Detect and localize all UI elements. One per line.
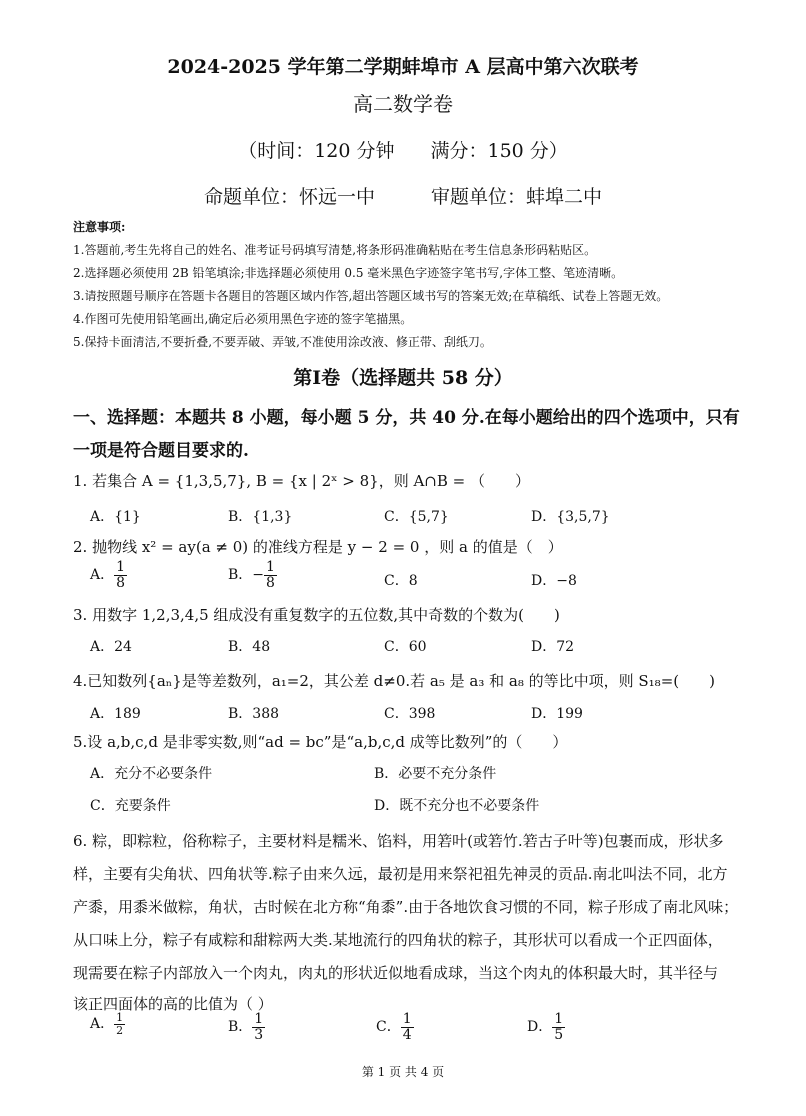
page-footer: 第 1 页 共 4 页 xyxy=(361,1065,445,1079)
question-5-stem: 5.设 a,b,c,d 是非零实数,则“ad = bc”是“a,b,c,d 成等比数列”的（ ） xyxy=(73,733,568,751)
score-info: 满分：150 分） xyxy=(430,140,568,162)
fraction: $\frac{1}{4}$ xyxy=(402,1011,412,1043)
time-info: （时间：120 分钟 xyxy=(238,140,395,162)
q2-option-d: D．−8 xyxy=(531,573,577,589)
part-instruction-line1: 一、选择题：本题共 8 小题，每小题 5 分，共 40 分.在每小题给出的四个选项中，只有 xyxy=(73,408,740,428)
notice-item: 3.请按照题号顺序在答题卡各题目的答题区域内作答,超出答题区域书写的答案无效;在草稿纸、试卷上答题无效。 xyxy=(73,289,669,303)
q1-option-a: A．{1} xyxy=(90,509,141,525)
fraction: $\frac{1}{8}$ xyxy=(266,559,275,591)
q6-option-b: B． $\frac{1}{3}$ xyxy=(228,1011,264,1043)
question-3-stem: 3. 用数字 1,2,3,4,5 组成没有重复数字的五位数,其中奇数的个数为( ) xyxy=(73,606,560,624)
exam-units xyxy=(0,182,806,209)
part-instruction-line2: 一项是符合题目要求的. xyxy=(73,441,249,461)
notice-heading: 注意事项: xyxy=(73,220,126,234)
q1-option-c: C．{5,7} xyxy=(384,509,449,525)
q1-option-d: D．{3,5,7} xyxy=(531,509,610,525)
q3-option-b: B．48 xyxy=(228,639,271,655)
question-6-line: 从口味上分，粽子有咸粽和甜粽两大类.某地流行的四角状的粽子，其形状可以看成一个正四面体， xyxy=(73,931,723,949)
notice-item: 1.答题前,考生先将自己的姓名、准考证号码填写清楚,将条形码准确粘贴在考生信息条形码粘贴区。 xyxy=(73,243,597,257)
fraction: $\frac{1}{2}$ xyxy=(116,1011,124,1037)
q4-option-b: B．388 xyxy=(228,706,280,722)
q5-option-b: B．必要不充分条件 xyxy=(374,766,497,782)
notice-item: 5.保持卡面清洁,不要折叠,不要弄破、弄皱,不准使用涂改液、修正带、刮纸刀。 xyxy=(73,335,492,349)
question-1-stem: 1. 若集合 A = {1,3,5,7}, B = {x | 2ˣ > 8}，则 A∩B = （ ） xyxy=(73,472,530,490)
question-2-stem: 2. 抛物线 x² = ay(a ≠ 0) 的准线方程是 y − 2 = 0 ，则 a 的值是（ ） xyxy=(73,538,563,556)
q4-option-c: C．398 xyxy=(384,706,436,722)
q1-option-b: B．{1,3} xyxy=(228,509,293,525)
q3-option-d: D．72 xyxy=(531,639,575,655)
q6-option-d: D． $\frac{1}{5}$ xyxy=(527,1011,564,1043)
proposer-unit: 命题单位：怀远一中 xyxy=(203,186,375,208)
notice-item: 4.作图可先使用铅笔画出,确定后必须用黑色字迹的签字笔描黑。 xyxy=(73,312,413,326)
q6-option-a: A． $\frac{1}{2}$ xyxy=(90,1011,124,1037)
q5-option-d: D．既不充分也不必要条件 xyxy=(374,798,540,814)
q2-option-a: A． $\frac{1}{8}$ xyxy=(90,559,126,591)
fraction: $\frac{1}{3}$ xyxy=(254,1011,264,1043)
q4-option-d: D．199 xyxy=(531,706,583,722)
q5-option-c: C．充要条件 xyxy=(90,798,171,814)
notice-item: 2.选择题必须使用 2B 铅笔填涂;非选择题必须使用 0.5 毫米黑色字迹签字笔书写,字体工整、笔迹清晰。 xyxy=(73,266,624,280)
reviewer-unit: 审题单位：蚌埠二中 xyxy=(431,186,603,208)
question-4-stem: 4.已知数列{aₙ}是等差数列，a₁=2，其公差 d≠0.若 a₅ 是 a₃ 和 a₈ 的等比中项，则 S₁₈=( ) xyxy=(73,672,715,690)
fraction: $\frac{1}{5}$ xyxy=(554,1011,564,1043)
exam-time-score xyxy=(0,136,806,163)
q6-option-c: C． $\frac{1}{4}$ xyxy=(376,1011,412,1043)
section-title: 第Ⅰ卷（选择题共 58 分） xyxy=(293,367,513,389)
question-6-line: 现需要在粽子内部放入一个肉丸，肉丸的形状近似地看成球，当这个肉丸的体积最大时，其半径与 xyxy=(73,964,719,982)
q2-option-c: C．8 xyxy=(384,573,418,589)
exam-subtitle: 高二数学卷 xyxy=(353,92,453,116)
question-6-line: 产黍，用黍米做粽，角状，古时候在北方称“角黍”.由于各地饮食习惯的不同，粽子形成了南北风味； xyxy=(73,898,739,916)
q4-option-a: A．189 xyxy=(90,706,141,722)
exam-title: 2024-2025 学年第二学期蚌埠市 A 层高中第六次联考 xyxy=(167,56,639,78)
q3-option-a: A．24 xyxy=(90,639,132,655)
question-6-line: 6. 粽，即粽粒，俗称粽子，主要材料是糯米、馅料，用箬叶(或箬竹.箬古子叶等)包裹而成，形状多 xyxy=(73,832,724,850)
q3-option-c: C．60 xyxy=(384,639,427,655)
fraction: $\frac{1}{8}$ xyxy=(116,559,126,591)
q2-option-b: B．− $\frac{1}{8}$ xyxy=(228,559,275,591)
q5-option-a: A．充分不必要条件 xyxy=(90,766,213,782)
question-6-line: 该正四面体的高的比值为（ ） xyxy=(73,995,273,1013)
question-6-line: 样，主要有尖角状、四角状等.粽子由来久远，最初是用来祭祀祖先神灵的贡品.南北叫法不同，北方 xyxy=(73,865,728,883)
